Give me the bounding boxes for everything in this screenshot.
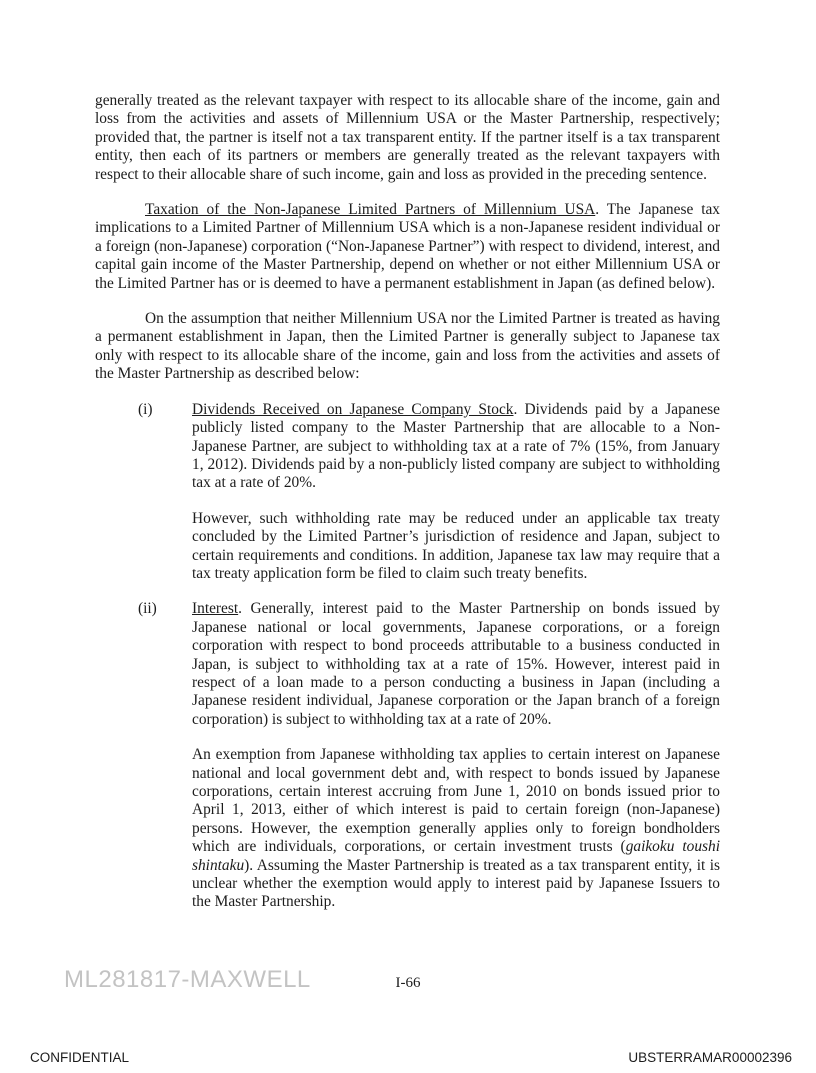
- confidential-label: CONFIDENTIAL: [30, 1050, 130, 1065]
- list-heading-underline: Dividends Received on Japanese Company Stock: [192, 400, 514, 418]
- list-paragraph-text: An exemption from Japanese withholding tax applies to certain interest on Japanese national and local government debt and, with respect to bonds issued by Japanese corporations, certain interest accruing from June 1, 2010 on bonds issued prior to April 1, 2013, either of which interest is paid to certain foreign (non-Japanese) persons. However, the exemption generally applies only to foreign bondholders which are individuals, corporations, or certain investment trusts (: [192, 746, 720, 856]
- paragraph-assumption: On the assumption that neither Millennium USA nor the Limited Partner is treated as having a permanent establishment in Japan, then the Limited Partner is generally subject to Japanese tax only with respect to its allocable share of the income, gain and loss from the activities and assets of the Master Partnership as described below:: [95, 310, 720, 383]
- paragraph-text: . The Japanese tax implications to a Limited Partner of Millennium USA which is a non-Japanese resident individual or a foreign (non-Japanese) corporation (“Non-Japanese Partner”) with respect to dividend, interest, and capital gain income of the Master Partnership, depend on whether or not either Millennium USA or the Limited Partner has or is deemed to have a permanent establishment in Japan (as defined below).: [95, 201, 720, 292]
- paragraph-taxation-non-japanese: [95, 201, 720, 293]
- list-paragraph-text: ). Assuming the Master Partnership is treated as a tax transparent entity, it is unclear whether the exemption would apply to interest paid by Japanese Issuers to the Master Partnership.: [192, 856, 720, 911]
- list-heading-underline: Interest: [192, 600, 239, 618]
- list-paragraph: [192, 600, 720, 729]
- page-number: I-66: [395, 975, 421, 991]
- list-paragraph-text: . Dividends paid by a Japanese publicly listed company to the Master Partnership that are allocable to a Non-Japanese Partner, are subject to withholding tax at a rate of 7% (15%, from January 1, 2012). Dividends paid by a non-publicly listed company are subject to withholding tax at a rate of 20%.: [192, 400, 720, 492]
- list-item-interest: [95, 600, 720, 912]
- list-marker-ii: (ii): [138, 600, 157, 618]
- list-item-dividends: [95, 401, 720, 584]
- bates-watermark: ML281817-MAXWELL: [64, 966, 311, 993]
- section-heading-underline: Taxation of the Non-Japanese Limited Partners of Millennium USA: [145, 201, 596, 219]
- list-paragraph-text: . Generally, interest paid to the Master Partnership on bonds issued by Japanese national or local governments, Japanese corporations, or a foreign corporation with respect to bond proceeds attributable to a business conducted in Japan, is subject to withholding tax at a rate of 15%. However, interest paid in respect of a loan made to a person conducting a business in Japan (including a Japanese resident individual, Japanese corporation or the Japan branch of a foreign corporation) is subject to withholding tax at a rate of 20%.: [192, 600, 720, 728]
- italic-foreign-term: gaikoku toushi shintaku: [192, 838, 720, 874]
- document-body: [95, 92, 720, 929]
- list-marker-i: (i): [138, 400, 153, 418]
- list-paragraph: [192, 746, 720, 912]
- list-paragraph: [192, 401, 720, 493]
- paragraph-continuation: generally treated as the relevant taxpayer with respect to its allocable share of the income, gain and loss from the activities and assets of Millennium USA or the Master Partnership, respectively; provided that, the partner is itself not a tax transparent entity. If the partner itself is a tax transparent entity, then each of its partners or members are generally treated as the relevant taxpayers with respect to their allocable share of such income, gain and loss as provided in the preceding sentence.: [95, 92, 720, 183]
- bates-number: UBSTERRAMAR00002396: [628, 1050, 792, 1065]
- list-paragraph: However, such withholding rate may be reduced under an applicable tax treaty concluded by the Limited Partner’s jurisdiction of residence and Japan, subject to certain requirements and conditions. In addition, Japanese tax law may require that a tax treaty application form be filed to claim such treaty benefits.: [192, 509, 720, 582]
